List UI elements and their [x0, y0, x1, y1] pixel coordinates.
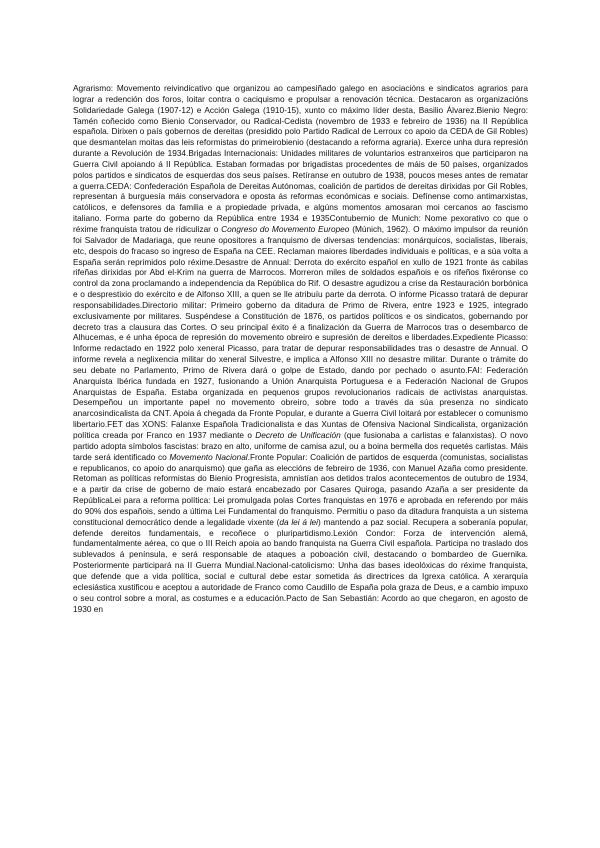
glossary-text: [73, 83, 528, 614]
text-run: ) mantendo a paz social. Recupera a soberanía popular, defende dereitos fundamentais, e recoñece o pluripartidismo.Lexión Condor: Forza de intervención alemá, fundamentalmente aérea, co que o III Reich apoia ao bando franquista na Guerra Civil española. Participa no traslado dos sublevados á península, e será responsable de ataques a poboación civil, destacando o bombardeo de Guernika. Posteriormente participará na II Guerra Mundial.Nacional-catolicismo: Unha das bases ideolóxicas do réxime franquista, que defende que a vida política, social e cultural debe estar sometida ás directrices da Igrexa católica. A xerarquía eclesiástica xustificou e aceptou a autoridade de Franco como Caudillo de España pola graza de Deus, e a cambio impuxo o seu control sobre a moral, as costumes e a educación.Pacto de San Sebastián: Acordo ao que chegaron, en agosto de 1930 en: [73, 516, 528, 614]
text-run: (Múnich, 1962). O máximo impulsor da reunión foi Salvador de Madariaga, que reune opositores a franquismo de diversas tendencias: monárquicos, socialistas, liberais, etc, despois do fracaso so ingreso de España na CEE. Reclaman maiores liberdades individuais e políticas, e a súa volta a España serán reprimidos polo réxime.Desastre de Annual: Derrota do exército español en xullo de 1921 fronte ás cabilas rifeñas dirixidas por Abd el-Krim na guerra de Marrocos. Morreron miles de soldados españois e os rifeños fixéronse co control da zona proclamando a independencia da República do Rif. O desastre agudizou a crise da Restauración borbónica e o desprestixio do exército e de Alfonso XIII, a quen se lle atribuíu parte da derrota. O informe Picasso tratará de depurar responsabilidades.Directorio militar: Primeiro goberno da ditadura de Primo de Rivera, entre 1923 e 1925, integrado exclusivamente por militares. Suspéndese a Constitución de 1876, os partidos políticos e os sindicatos, gobernando por decreto tras a clausura das Cortes. O seu principal éxito é a finalización da Guerra de Marrocos tras o desembarco de Alhucemas, e é unha época de represión do movemento obreiro e supresión de dereitos e liberdades.Expediente Picasso: Informe redactado en 1922 polo xeneral Picasso, para tratar de depurar responsabilidades tras o desastre de Annual. O informe revela a neglixencia militar do xeneral Silvestre, e implica a Alfonso XIII no desastre militar. Durante o trámite do seu debate no Parlamento, Primo de Rivera dará o golpe de Estado, dando por pechado o asunto.FAI: Federación Anarquista Ibérica fundada en 1927, fusionando a Unión Anarquista Portuguesa e a Federación Nacional de Grupos Anarquistas de España. Estaba organizada en pequenos grupos revolucionarios radicais de activistas anarquistas. Desempeñou un importante papel no movemento obreiro, sobre todo a través da súa presenza no sindicato anarcosindicalista da CNT. Apoia á chegada da Fronte Popular, e durante a Guerra Civil loitará por establecer o comunismo libertario.FET das XONS: Falanxe Española Tradicionalista e das Xuntas de Ofensiva Nacional Sindicalista, organización política creada por Franco en 1937 mediante o: [73, 223, 529, 440]
text-run-italic: Congreso do Movemento Europeo: [221, 223, 350, 234]
text-run-italic: Movemento Nacional: [169, 451, 248, 462]
text-run: .Fronte Popular: Coalición de partidos de esquerda (comunistas, socialistas e republicanos, co apoio do anarquismo) que gaña as eleccións de febreiro de 1936, con Manuel Azaña como presidente. Retoman as políticas reformistas do Bienio Progresista, amnistían aos detidos tralos acontecementos de outubro de 1934, e a partir da crise de goberno de maio estará encabezado por Casares Quiroga, pasando Azaña a ser presidente da RepúblicaLei para a reforma política: Lei promulgada polas Cortes franquistas en 1976 e aprobada en referendo por máis do 90% dos españois, sendo a última Lei Fundamental do franquismo. Permitiu o paso da ditadura franquista a un sistema constitucional democrático dende a legalidade vixente (: [73, 451, 528, 527]
text-run: (que fusionaba a carlistas e falanxistas). O novo partido adopta símbolos fascistas: brazo en alto, uniforme de camisa azul, ou a boina bermella dos requetés carlistas. Máis tarde será identificado co: [73, 430, 528, 462]
text-run-italic: da lei á lei: [279, 516, 318, 527]
text-run-italic: Decreto de Unificación: [255, 430, 341, 440]
text-run: Agrarismo: Movemento reivindicativo que organizou ao campesiñado galego en asociacións e sindicatos agrarios para lograr a redención dos foros, loitar contra o caciquismo e propulsar a renovación técnica. Destacaron as organizacións Solidariedade Galega (1907-12) e Acción Galega (1910-15), xunto co máximo líder desta, Basilio Álvarez.Bienio Negro: Tamén coñecido como Bienio Conservador, ou Radical-Cedista (novembro de 1933 e febreiro de 1936) na II República española. Dirixen o país gobernos de dereitas (presidido polo Partido Radical de Lerroux co apoio da CEDA de Gil Robles) que desmantelan moitas das leis reformistas do primeirobienio (destacando a reforma agraria). Exerce unha dura represión durante a Revolución de 1934.Brigadas Internacionais: Unidades militares de voluntarios estranxeiros que participaron na Guerra Civil apoiando á II República. Estaban formadas por brigadistas procedentes de máis de 50 países, organizados polos partidos e sindicatos de esquerdas dos seus países. Retíranse en outubro de 1938, poucos meses antes de rematar a guerra.CEDA: Confederación Española de Dereitas Autónomas, coalición de partidos de dereitas dirixidas por Gil Robles, representan á burguesía máis conservadora e oposta ás reformas económicas e sociais. Defínense como antimarxistas, católicos, e defensores da familia e a propiedade privada, e algúns momentos amosaran moi cercanos ao fascismo italiano. Forma parte do goberno da República entre 1934 e 1935Contubernio de Munich: Nome pexorativo co que o réxime franquista tratou de ridiculizar o: [73, 83, 528, 234]
